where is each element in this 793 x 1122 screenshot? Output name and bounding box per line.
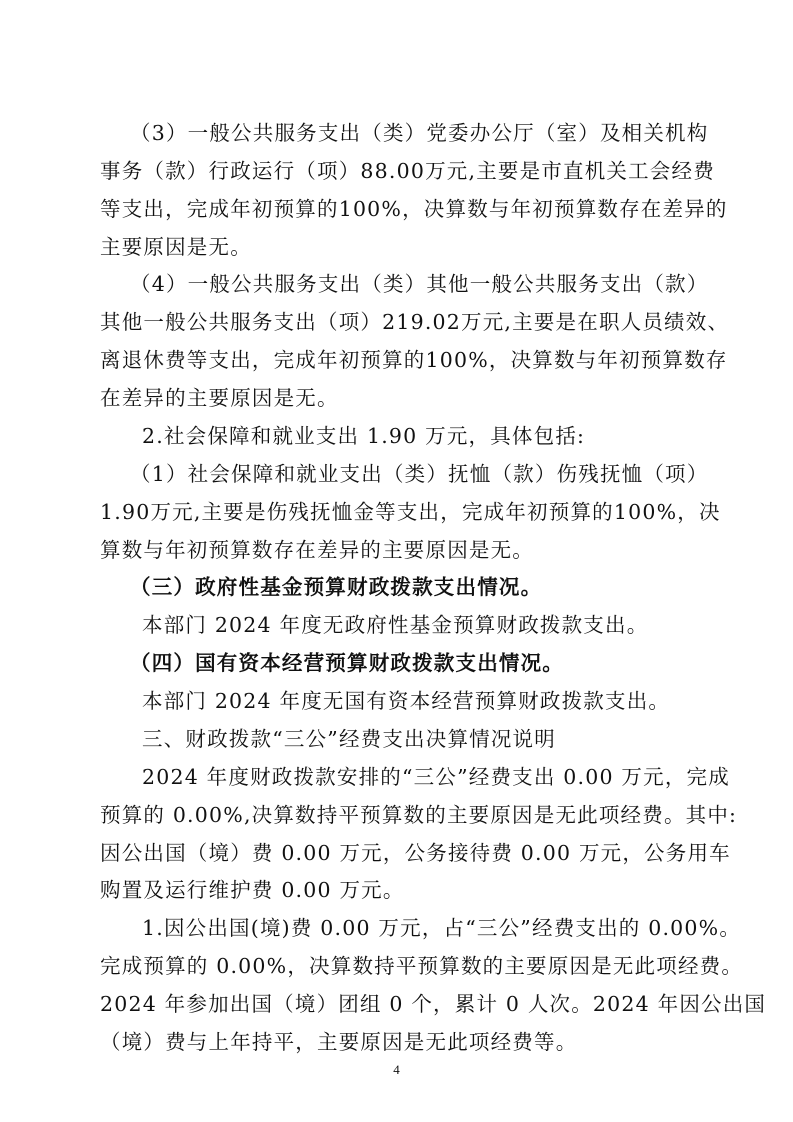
paragraph-line: 1.因公出国(境)费 0.00 万元，占“三公”经费支出的 0.00%。	[142, 916, 742, 940]
paragraph-line: （3）一般公共服务支出（类）党委办公厅（室）及相关机构	[130, 121, 709, 145]
paragraph-line: 其他一般公共服务支出（项）219.02万元,主要是在职人员绩效、	[100, 310, 730, 334]
paragraph-line: 因公出国（境）费 0.00 万元，公务接待费 0.00 万元，公务用车	[100, 841, 731, 865]
paragraph-line: （1）社会保障和就业支出（类）抚恤（款）伤残抚恤（项）	[130, 462, 709, 486]
paragraph-line: 事务（款）行政运行（项）88.00万元,主要是市直机关工会经费	[100, 159, 715, 183]
paragraph-line: 等支出，完成年初预算的100%，决算数与年初预算数存在差异的	[100, 197, 728, 221]
paragraph-line: 主要原因是无。	[100, 235, 252, 259]
paragraph-line: 在差异的主要原因是无。	[100, 386, 339, 410]
paragraph-line: （4）一般公共服务支出（类）其他一般公共服务支出（款）	[130, 272, 709, 296]
paragraph-line: （境）费与上年持平，主要原因是无此项经费等。	[100, 1030, 578, 1054]
section-heading: （四）国有资本经营预算财政拨款支出情况。	[130, 651, 564, 675]
paragraph-line: 2024 年参加出国（境）团组 0 个，累计 0 人次。2024 年因公出国	[100, 992, 767, 1016]
paragraph-line: 离退休费等支出，完成年初预算的100%，决算数与年初预算数存	[100, 348, 728, 372]
paragraph-line: 完成预算的 0.00%，决算数持平预算数的主要原因是无此项经费。	[100, 954, 744, 978]
paragraph-line: 预算的 0.00%,决算数持平预算数的主要原因是无此项经费。其中:	[100, 803, 738, 827]
paragraph-line: 算数与年初预算数存在差异的主要原因是无。	[100, 538, 534, 562]
paragraph-line: 1.90万元,主要是伤残抚恤金等支出，完成年初预算的100%，决	[100, 500, 721, 524]
paragraph-line: 购置及运行维护费 0.00 万元。	[100, 878, 405, 902]
page-number: 4	[393, 1062, 400, 1077]
paragraph-line: 本部门 2024 年度无国有资本经营预算财政拨款支出。	[142, 689, 671, 713]
paragraph-line: 2.社会保障和就业支出 1.90 万元，具体包括:	[142, 424, 586, 448]
paragraph-line: 2024 年度财政拨款安排的“三公”经费支出 0.00 万元，完成	[142, 765, 730, 789]
section-heading: 三、财政拨款“三公”经费支出决算情况说明	[142, 727, 556, 751]
paragraph-line: 本部门 2024 年度无政府性基金预算财政拨款支出。	[142, 613, 649, 637]
section-heading: （三）政府性基金预算财政拨款支出情况。	[130, 575, 543, 599]
